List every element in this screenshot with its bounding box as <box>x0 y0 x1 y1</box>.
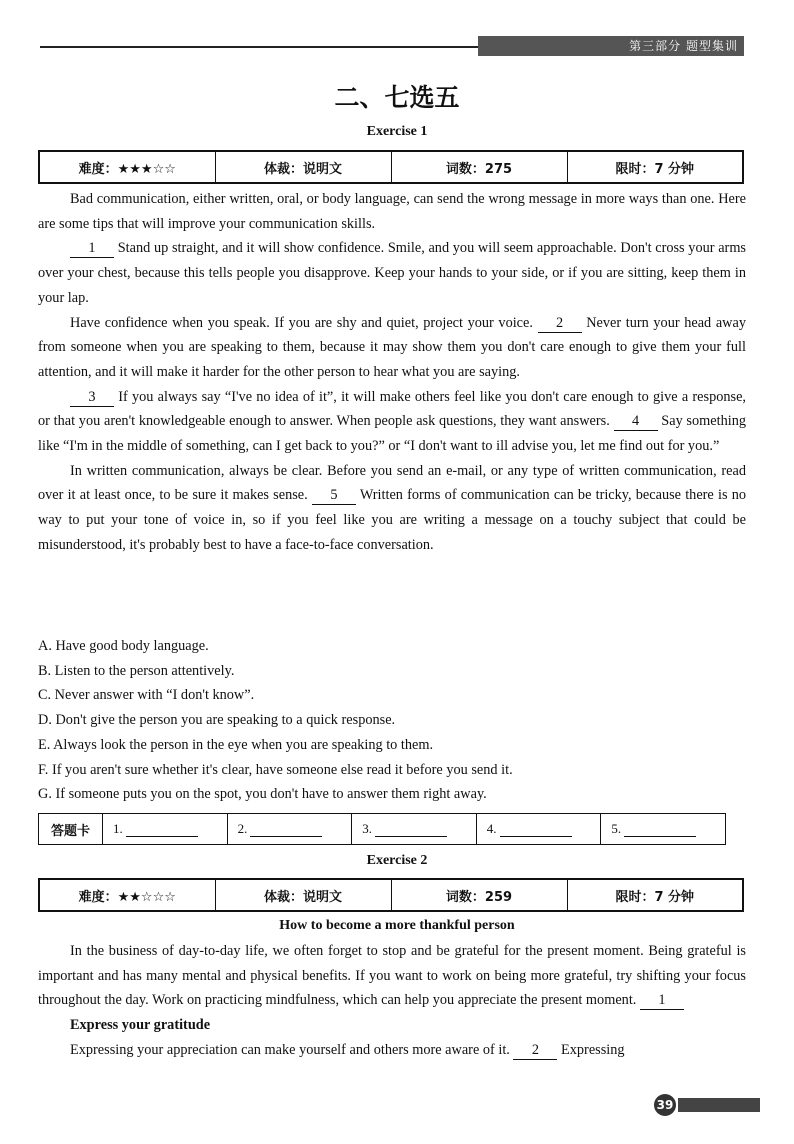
paragraph: In written communication, always be clear. Before you send an e-mail, or any type of written communication, read over it at least once, to be sure it makes sense. 5 Written forms of communication can be tricky, because there is no way to put your tone of voice in, so if you feel like you are writing a message on a touchy subject that could be misunderstood, it's probably best to have a face-to-face conversation. <box>38 462 746 553</box>
paragraph: Have confidence when you speak. If you are shy and quiet, project your voice. 2 Never turn your head away from someone when you are speaking to them, because it may show them you don't care enough to give them your full attention, and it will make it harder for the other person to hear what you are saying. <box>38 314 746 380</box>
answer-slot-1[interactable]: 1. <box>103 814 228 845</box>
blank-4[interactable]: 4 <box>614 412 658 431</box>
blank-3[interactable]: 3 <box>70 388 114 407</box>
header-band: 第三部分 题型集训 <box>478 36 744 56</box>
footer-band <box>678 1098 760 1112</box>
option-f: F. If you aren't sure whether it's clear, have someone else read it before you send it. <box>38 761 513 778</box>
option-d: D. Don't give the person you are speaking to a quick response. <box>38 712 396 729</box>
paragraph: 3 If you always say “I've no idea of it”, it will make others feel like you don't care enough to give a response, or that you aren't knowledgeable enough to answer. When people ask questions, they want answers. 4 Say something like “I'm in the middle of something, can I get back to you?” or “I don't want to ill advise you, let me find out for you.” <box>38 388 747 455</box>
difficulty-cell: 难度：★★★☆☆ <box>39 151 215 183</box>
option-c: C. Never answer with “I don't know”. <box>38 687 255 704</box>
exercise2-info-table <box>38 878 744 912</box>
header-rule <box>40 46 480 48</box>
blank-5[interactable]: 5 <box>312 486 356 505</box>
answer-slot-5[interactable]: 5. <box>601 814 726 845</box>
paragraph: In the business of day-to-day life, we often forget to stop and be grateful for the present moment. Being grateful is important and has many mental and physical benefits. If you want to work on being more grateful, try shifting your focus throughout the day. Work on practicing mindfulness, which can help you appreciate the present moment. 1 <box>38 943 746 1009</box>
exercise2-title: Exercise 2 <box>366 853 428 868</box>
option-e: E. Always look the person in the eye when you are speaking to them. <box>38 736 434 753</box>
section-title: 二、七选五 <box>334 83 460 112</box>
exercise1-passage <box>38 187 746 558</box>
difficulty-cell: 难度：★★☆☆☆ <box>39 879 215 911</box>
time-limit-cell: 限时：7 分钟 <box>567 879 743 911</box>
option-a: A. Have good body language. <box>38 638 209 654</box>
blank-2[interactable]: 2 <box>513 1041 557 1060</box>
answer-slot-2[interactable]: 2. <box>227 814 352 845</box>
answer-card-label: 答题卡 <box>39 814 103 845</box>
answer-slot-4[interactable]: 4. <box>476 814 601 845</box>
option-g: G. If someone puts you on the spot, you don't have to answer them right away. <box>38 786 487 803</box>
word-count-cell: 词数：275 <box>391 151 567 183</box>
time-limit-cell: 限时：7 分钟 <box>567 151 743 183</box>
section-heading: Express your gratitude <box>70 1017 211 1034</box>
blank-1[interactable]: 1 <box>70 239 114 258</box>
answer-card <box>38 813 726 845</box>
passage-subtitle: How to become a more thankful person <box>279 918 515 933</box>
genre-cell: 体裁：说明文 <box>215 151 391 183</box>
exercise1-info-table <box>38 150 744 184</box>
paragraph: Expressing your appreciation can make yourself and others more aware of it. 2 Expressing <box>70 1041 625 1058</box>
answer-slot-3[interactable]: 3. <box>352 814 477 845</box>
blank-1[interactable]: 1 <box>640 991 684 1010</box>
paragraph: 1 Stand up straight, and it will show confidence. Smile, and you will seem approachable. Don't cross your arms over your chest, because this tells people you disapprove. Keep your hands to your side, or if you are sitting, keep them in your lap. <box>38 240 746 306</box>
genre-cell: 体裁：说明文 <box>215 879 391 911</box>
option-b: B. Listen to the person attentively. <box>38 662 235 679</box>
exercise1-title: Exercise 1 <box>366 124 428 139</box>
page-number: 39 <box>654 1094 676 1116</box>
paragraph: Bad communication, either written, oral, or body language, can send the wrong message in more ways than one. Here are some tips that will improve your communication skills. <box>38 191 746 232</box>
blank-2[interactable]: 2 <box>538 314 582 333</box>
word-count-cell: 词数：259 <box>391 879 567 911</box>
exercise2-passage <box>38 939 746 1063</box>
options-list <box>38 634 513 807</box>
